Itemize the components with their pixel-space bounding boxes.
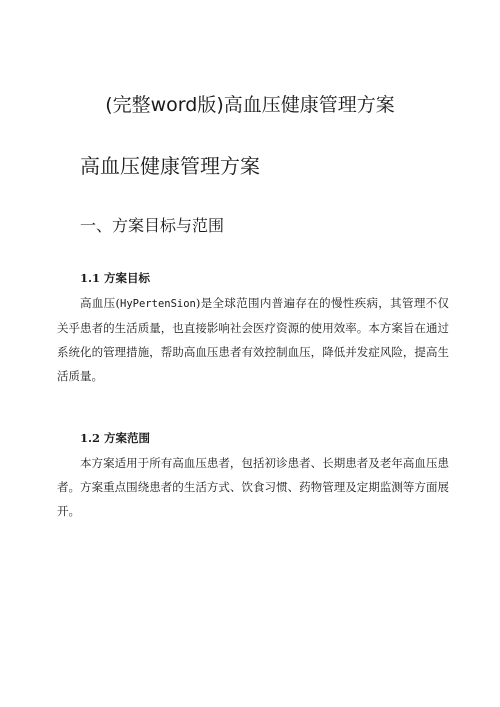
scope-paragraph: 本方案适用于所有高血压患者，包括初诊患者、长期患者及老年高血压患者。方案重点围绕患者的生活方式、饮食习惯、药物管理及定期监测等方面展开。 (57, 456, 449, 518)
goal-paragraph (57, 291, 449, 388)
main-heading: 高血压健康管理方案 (80, 154, 260, 178)
subsection-number: 1.2 (80, 431, 101, 445)
paragraph-text: 高血压( (80, 296, 121, 310)
document-title: (完整word版)高血压健康管理方案 (105, 94, 395, 116)
subsection-number: 1.1 (80, 271, 101, 285)
paragraph-text: )是全球范围内普遍存在的慢性疾病，其管理不仅关乎患者的生活质量，也直接影响社会医疗资源的使用效率。本方案旨在通过系统化的管理措施，帮助高血压患者有效控制血压，降低并发症风险，提高生活质量。 (57, 296, 449, 383)
subsection-title: 方案范围 (104, 431, 150, 445)
subsection-heading-scope (80, 430, 150, 446)
subsection-heading-goal (80, 270, 150, 286)
section-heading: 一、方案目标与范围 (80, 216, 225, 235)
subsection-title: 方案目标 (104, 271, 150, 285)
paragraph-term: HyPertenSion (120, 298, 196, 310)
